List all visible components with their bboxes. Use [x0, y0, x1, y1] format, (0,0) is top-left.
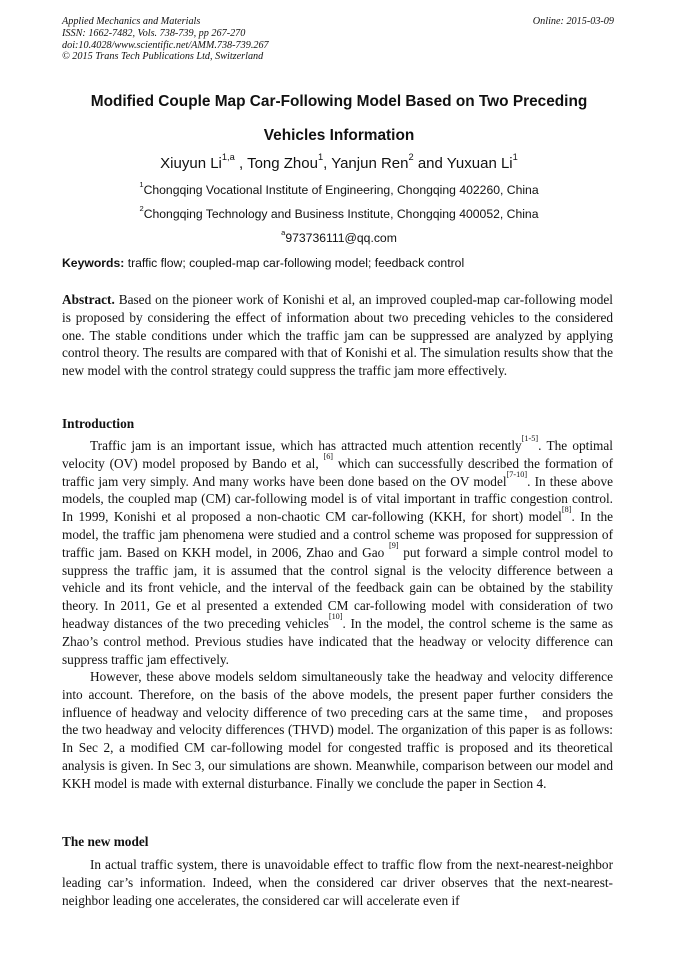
citation-ref: [9] [389, 540, 399, 550]
keywords: Keywords: traffic flow; coupled-map car-following model; feedback control [62, 256, 465, 270]
author-2: Tong Zhou$^1$ [247, 151, 324, 172]
introduction-paragraph-2: However, these above models seldom simultaneously take the headway and velocity difference into account. Therefore, on the basis of the above models, the present paper further considers the influence of headway and velocity difference of two preceding cars at the same time， and proposes the two headway and velocity differences (THVD) model. The organization of this paper is as follows: In Sec 2, a modified CM car-following model for congested traffic is proposed and its theoretical analysis is given. In Sec 3, our simulations are shown. Meanwhile, comparison between our model and KKH model is made with external disturbance. Finally we conclude the paper in Section 4. [62, 669, 613, 791]
paper-title-line-1: Modified Couple Map Car-Following Model Based on Two Preceding [90, 93, 588, 110]
new-model-paragraph-1: In actual traffic system, there is unavoidable effect to traffic flow from the next-nearest-neighbor leading car’s information. Indeed, when the considered car driver observes that the next-nearest-neighbor leading one accelerates, the considered car will accelerate even if [62, 857, 613, 908]
text-run: . In the model, the traffic jam phenomena were studied and a control scheme was proposed for suppression of traffic jam. Based on KKH model, in 2006, Zhao and Gao [62, 509, 614, 560]
author-4: Yuxuan Li$^1$ [446, 151, 518, 172]
text-run: which can successfully described the formation of traffic jam very simply. And many works have been done based on the OV model [62, 455, 613, 489]
citation-ref: [6] [323, 451, 334, 461]
abstract: Abstract. Based on the pioneer work of Konishi et al, an improved coupled-map car-following model is proposed by considering the effect of information about two preceding vehicles to the considered one. The stable conditions under which the traffic jam can be suppressed are analyzed by applying control theory. The results are compared with that of Konishi et al. The simulation results show that the new model with the control strategy could suppress the traffic jam more effectively. [62, 292, 613, 379]
text-run: . In the model, the control scheme is the same as Zhao’s control method. Previous studies have indicated that the headway or velocity difference can suppress traffic jam effectively. [62, 615, 613, 667]
citation-ref: [10] [328, 611, 343, 621]
section-heading-introduction: Introduction [62, 416, 135, 431]
author-list: Xiuyun Li$^{1,a}$ , Tong Zhou$^1$, Yanjun Ren$^2$ and Yuxuan Li$^1$ [160, 151, 518, 172]
author-3: Yanjun Ren$^2$ [331, 151, 414, 172]
paper-title-line-2: Vehicles Information [263, 127, 415, 144]
citation-ref: [1-5] [521, 433, 539, 443]
issn-line: ISSN: 1662-7482, Vols. 738-739, pp 267-270 [62, 27, 246, 39]
affiliation-2: $^2$Chongqing Technology and Business Institute, Chongqing 400052, China [139, 204, 539, 221]
online-date: Online: 2015-03-09 [532, 16, 614, 27]
introduction-paragraph-1 [62, 433, 614, 668]
text-run: put forward a simple control model to suppress the traffic jam, it is assumed that the control signal is the velocity difference between a vehicle and its front vehicle, and the interval of the feedback gain can be obtained by the stability theory. In 2011, Ge et al presented a extended CM car-following model with consideration of two headway distances of the two preceding vehicles [62, 544, 613, 631]
copyright-line: © 2015 Trans Tech Publications Ltd, Switzerland [62, 51, 264, 63]
affiliation-1: $^1$Chongqing Vocational Institute of Engineering, Chongqing 402260, China [139, 180, 539, 197]
text-run: . The optimal velocity (OV) model proposed by Bando et al, [62, 438, 613, 471]
author-1: Xiuyun Li$^{1,a}$ [160, 151, 235, 172]
author-email: $^a$973736111@qq.com [281, 228, 397, 245]
doi-line: doi:10.4028/www.scientific.net/AMM.738-739.267 [62, 39, 269, 51]
citation-ref: [7-10] [506, 469, 528, 479]
journal-header [62, 16, 269, 63]
citation-ref: [8] [561, 505, 572, 515]
text-run: Traffic jam is an important issue, which has attracted much attention recently [90, 438, 522, 453]
text-run: . In these above models, the coupled map (CM) car-following model is of vital important in traffic congestion control. In 1999, Konishi et al proposed a non-chaotic CM car-following (KKH, for short) model [62, 473, 613, 525]
journal-name: Applied Mechanics and Materials [62, 16, 201, 27]
section-heading-new-model: The new model [62, 834, 149, 849]
